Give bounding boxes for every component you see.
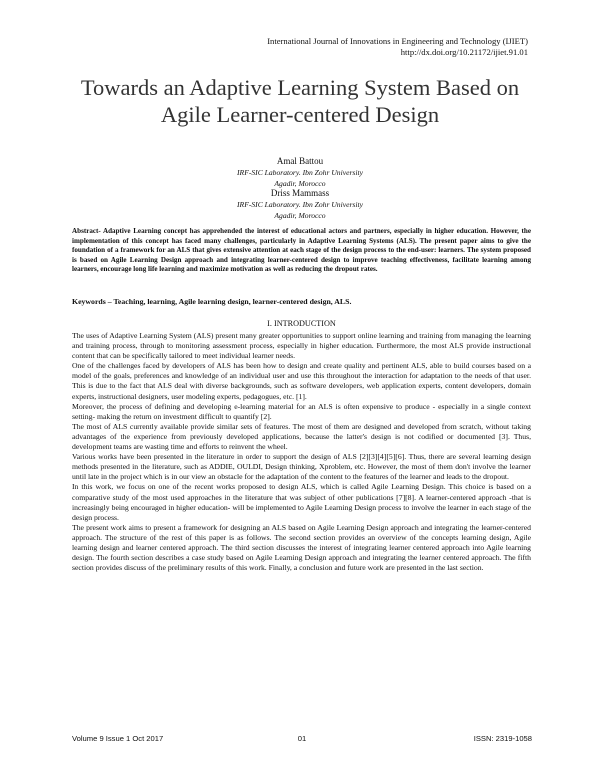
paragraph: Moreover, the process of defining and developing e-learning material for an ALS is often expensive to produce - especially in a single context setting- making the return on investment difficult to quantify [2]. — [72, 401, 531, 421]
keywords: Keywords – Teaching, learning, Agile learning design, learner-centered design, ALS. — [72, 297, 352, 306]
author-block — [150, 187, 450, 221]
author-location: Agadir, Morocco — [274, 211, 326, 220]
author-name: Amal Battou — [276, 156, 324, 166]
introduction-body — [72, 331, 531, 573]
page-number: 01 — [297, 734, 307, 743]
paragraph: The uses of Adaptive Learning System (ALS) present many greater opportunities to support online learning and training from managing the learning and training process, through to monitoring assessment process, especially in higher education. Furthermore, the most ALS provide instructional content that can be specifically tailored to meet individual learner needs. — [72, 331, 531, 361]
issn: ISSN: 2319-1058 — [473, 734, 532, 743]
journal-name: International Journal of Innovations in Engineering and Technology (IJIET) — [267, 36, 528, 46]
paper-title: Towards an Adaptive Learning System Based on Agile Learner-centered Design — [80, 75, 520, 127]
author-name: Driss Mammass — [270, 188, 330, 198]
author-affiliation: IRF-SIC Laboratory. Ibn Zohr University — [237, 200, 363, 209]
volume-info: Volume 9 Issue 1 Oct 2017 — [72, 734, 164, 743]
doi-link[interactable]: http://dx.doi.org/10.21172/ijiet.91.01 — [400, 46, 528, 57]
section-heading: I. INTRODUCTION — [267, 319, 336, 328]
author-affiliation: IRF-SIC Laboratory. Ibn Zohr University — [237, 168, 363, 177]
paragraph: In this work, we focus on one of the recent works proposed to design ALS, which is called Agile Learning Design. This choice is based on a comparative study of the most used approaches in the literature that was subject of other publications [7][8]. A learner-centered approach -that is increasingly being encouraged in higher education- will be implemented to Agile Learning Design process to involve the learner in each stage of the design process. — [72, 482, 531, 522]
paragraph: The present work aims to present a framework for designing an ALS based on Agile Learning Design approach and integrating the learner-centered approach. The structure of the rest of this paper is as follows. The second section provides an overview of the concepts learning design, Agile learning design and learner centered approach. The third section discusses the interest of integrating learner centered approach into Agile learning design. The fourth section describes a case study based on Agile Learning Design approach and integrating the learner centered approach. The fifth section provides discuss of the preliminary results of this work. Finally, a conclusion and future work are presented in the last section. — [72, 522, 531, 573]
author-block — [150, 155, 450, 189]
paragraph: One of the challenges faced by developers of ALS has been how to design and create quality and pertinent ALS, able to build courses based on a model of the goals, preferences and knowledge of an individual user and use this throughout the interaction for adaptation to the needs of that user. This is due to the fact that ALS deal with diverse backgrounds, such as software developers, web application experts, content developers, domain experts, instructional designers, user modeling experts, pedagogues, etc. [1]. — [72, 361, 531, 401]
journal-header — [267, 36, 528, 57]
paragraph: Various works have been presented in the literature in order to support the design of ALS [2][3][4][5][6]. Thus, there are several learning design methods presented in the literature, such as ADDIE, OULDI, Design thinking, Xproblem, etc. However, the most of them don't involve the learner until late in the project which is in our view an obstacle for the adaptation of the content to the features of the learner and leads to the dropout. — [72, 452, 531, 482]
author-location: Agadir, Morocco — [274, 179, 326, 188]
abstract: Abstract- Adaptive Learning concept has apprehended the interest of educational actors and partners, especially in higher education. However, the implementation of this concept has faced many challenges, particularly in Adaptive Learning Systems (ALS). The present paper aims to give the foundation of a framework for an ALS that gives extensive attention at each stage of the design process to the end-user: learners. The system proposed is based on Agile Learning Design approach and integrating learner-centered design to improve teaching effectiveness, facilitate learning among learners, encourage long life learning and maximize motivation as well as reducing the dropout rates. — [72, 227, 531, 273]
paragraph: The most of ALS currently available provide similar sets of features. The most of them are designed and developed from scratch, without taking advantages of the experience from previously developed applications, because the latter's design is not codified or documented [3]. Thus, development teams are wasting time and efforts to reinvent the wheel. — [72, 421, 531, 452]
